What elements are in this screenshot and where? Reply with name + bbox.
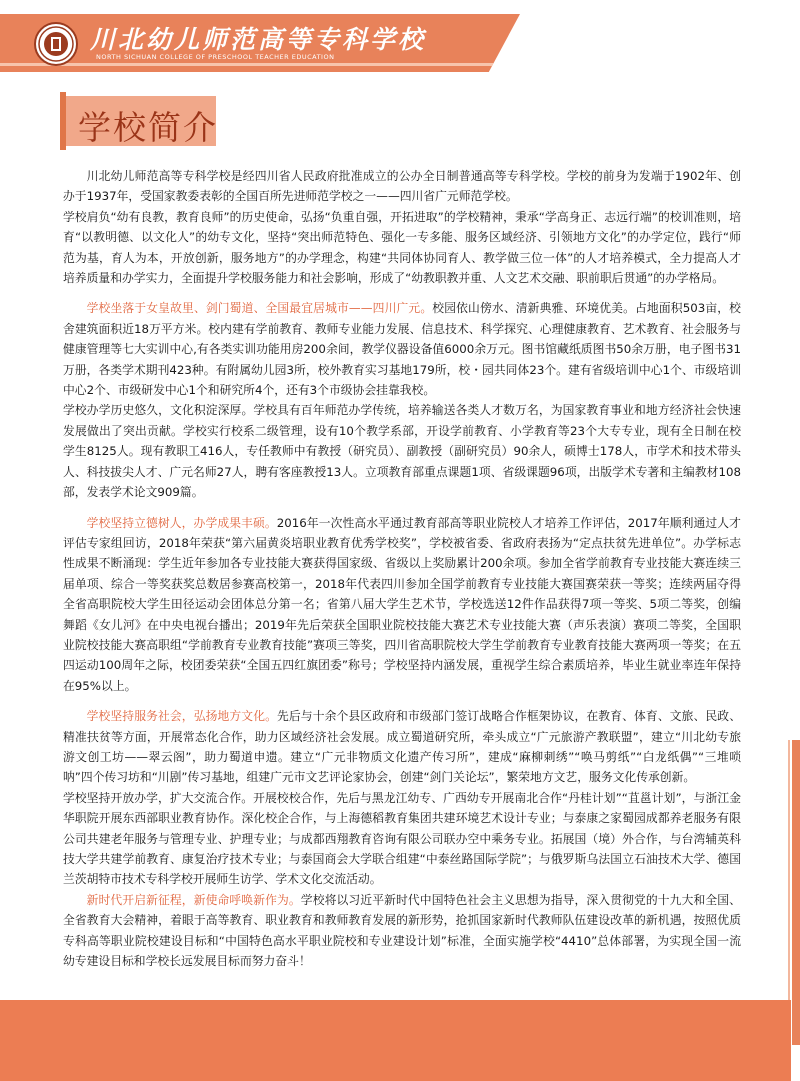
paragraph-history: 川北幼儿师范高等专科学校是经四川省人民政府批准成立的公办全日制普通高等专科学校。学校的前身为发端于1902年、创办于1937年，受国家教委表彰的全国百所先进师范学校之一——四川省广元师范学校。 [63, 169, 741, 204]
decorative-side-stripe [792, 740, 800, 1045]
paragraph-mission: 学校肩负“幼有良教，教育良师”的历史使命，弘扬“负重自强，开拓进取”的学校精神，秉承“学高身正、志远行端”的校训准则，培育“以教明德、以文化人”的幼专文化，坚持“突出师范特色、强化一专多能、服务区域经济、引领地方文化”的办学定位，践行“师范为基，育人为本，开放创新，服务地方”的办学理念，构建“共同体协同育人、教学做三位一体”的人才培养模式，全力提高人才培养质量和办学实力，全面提升学校服务能力和社会影响，形成了“幼教职教并重、人文艺术交融、职前职后贯通”的办学格局。 [63, 209, 741, 286]
school-logo-icon [34, 22, 78, 66]
paragraph-campus [63, 298, 741, 400]
paragraph-text: 校园依山傍水、清新典雅、环境优美。占地面积503亩，校舍建筑面积近18万平方米。校内建有学前教育、教师专业能力发展、信息技术、科学探究、心理健康教育、艺术教育、社会服务与健康管理等七大实训中心,有各类实训功能用房200余间，教学仪器设备值6000余万元。图书馆藏纸质图书50余万册，电子图书31万册，各类学术期刊423种。有附属幼儿园3所，校外教育实习基地179所，校・园共同体23个。建有省级培训中心1个、市级培训中心2个、市级研发中心1个和研究所4个，还有3个市级协会挂靠我校。 [63, 301, 741, 398]
spacer [63, 696, 741, 706]
intro-content [63, 166, 741, 971]
paragraph-text: 2016年一次性高水平通过教育部高等职业院校人才培养工作评估，2017年顺利通过人才评估专家组回访，2018年荣获“第六届黄炎培职业教育优秀学校奖”，学校被省委、省政府表扬为“定点扶贫先进单位”。办学标志性成果不断涌现：学生近年参加各专业技能大赛获得国家级、省级以上奖励累计200余项。参加全省学前教育专业技能大赛连续三届单项、综合一等奖获奖总数居参赛高校第一，2018年代表四川参加全国学前教育专业技能大赛国赛荣获一等奖；连续两届夺得全省高职院校大学生田径运动会团体总分第一名；省第八届大学生艺术节，学校选送12件作品获得7项一等奖、5项二等奖，创编舞蹈《女儿河》在中央电视台播出；2019年先后荣获全国职业院校技能大赛艺术专业技能大赛（声乐表演）赛项二等奖，全国职业院校技能大赛高职组“学前教育专业教育技能”赛项三等奖，四川省高职院校大学生学前教育专业教育技能大赛两项一等奖；在五四运动100周年之际，校团委荣获“全国五四红旗团委”称号；学校坚持内涵发展，重视学生综合素质培养，毕业生就业率连年保持在95%以上。 [63, 515, 741, 693]
section-title-box [66, 96, 216, 146]
footer-band [0, 1000, 791, 1081]
school-name: 川北幼儿师范高等专科学校 [90, 25, 427, 54]
paragraph-text: 学校将以习近平新时代中国特色社会主义思想为指导，深入贯彻党的十九大和全国、全省教育大会精神，着眼于高等教育、职业教育和教师教育发展的新形势，抢抓国家新时代教师队伍建设改革的新机遇，按照优质专科高等职业院校建设目标和“中国特色高水平职业院校和专业建设计划”标准，全面实施学校“4410”总体部署，为实现全国一流幼专建设目标和学校长远发展目标而努力奋斗！ [63, 892, 741, 969]
highlight-text: 学校坚持服务社会，弘扬地方文化。 [86, 709, 277, 724]
spacer [63, 503, 741, 513]
section-title: 学校简介 [78, 108, 218, 147]
highlight-text: 学校坚持立德树人，办学成果丰硕。 [86, 515, 277, 530]
spacer [63, 288, 741, 298]
paragraph-faculty: 学校办学历史悠久，文化积淀深厚。学校具有百年师范办学传统，培养输送各类人才数万名，为国家教育事业和地方经济社会快速发展做出了突出贡献。学校实行校系二级管理，设有10个教学系部，开设学前教育、小学教育等23个大专专业，现有全日制在校学生8125人。现有教职工416人，专任教师中有教授（研究员）、副教授（副研究员）90余人，硕博士178人，市学术和技术带头人、科技拔尖人才、广元名师27人，聘有客座教授13人。立项教育部重点课题1项、省级课题96项，出版学术专著和主编教材108部，发表学术论文909篇。 [63, 403, 741, 500]
paragraph-cooperation: 学校坚持开放办学，扩大交流合作。开展校校合作，先后与黑龙江幼专、广西幼专开展南北合作“丹桂计划”“苴邕计划”，与浙江金华职院开展东西部职业教育协作。深化校企合作，与上海德稻教育集团共建环境艺术设计专业；与泰康之家蜀园成都养老服务有限公司共建老年服务与管理专业、护理专业；与成都西翔教育咨询有限公司联办空中乘务专业。拓展国（境）外合作，与台湾辅英科技大学共建学前教育、康复治疗技术专业；与泰国商会大学联合组建“中泰丝路国际学院”；与俄罗斯乌法国立石油技术大学、德国兰茨胡特市技术专科学校开展师生访学、学术文化交流活动。 [63, 790, 741, 887]
paragraph-future [63, 890, 741, 972]
paragraph-service [63, 706, 741, 788]
highlight-text: 新时代开启新征程，新使命呼唤新作为。 [86, 892, 301, 907]
paragraph-achievements [63, 513, 741, 697]
school-name-en: NORTH SICHUAN COLLEGE OF PRESCHOOL TEACHER EDUCATION [96, 53, 335, 61]
highlight-text: 学校坐落于女皇故里、剑门蜀道、全国最宜居城市——四川广元。 [86, 301, 433, 316]
paragraph-text: 先后与十余个县区政府和市级部门签订战略合作框架协议，在教育、体育、文旅、民政、精准扶贫等方面，开展常态化合作，助力区域经济社会发展。成立蜀道研究所，牵头成立“广元旅游产教联盟”，建立“川北幼专旅游文创工坊——翠云阁”，助力蜀道申遗。建立“广元非物质文化遗产传习所”，建成“麻柳刺绣”“唤马剪纸”“白龙纸偶”“三堆唢呐”四个传习坊和“川剧”传习基地，组建广元市文艺评论家协会，创建“剑门关论坛”，繁荣地方文艺，服务文化传承创新。 [63, 709, 741, 785]
